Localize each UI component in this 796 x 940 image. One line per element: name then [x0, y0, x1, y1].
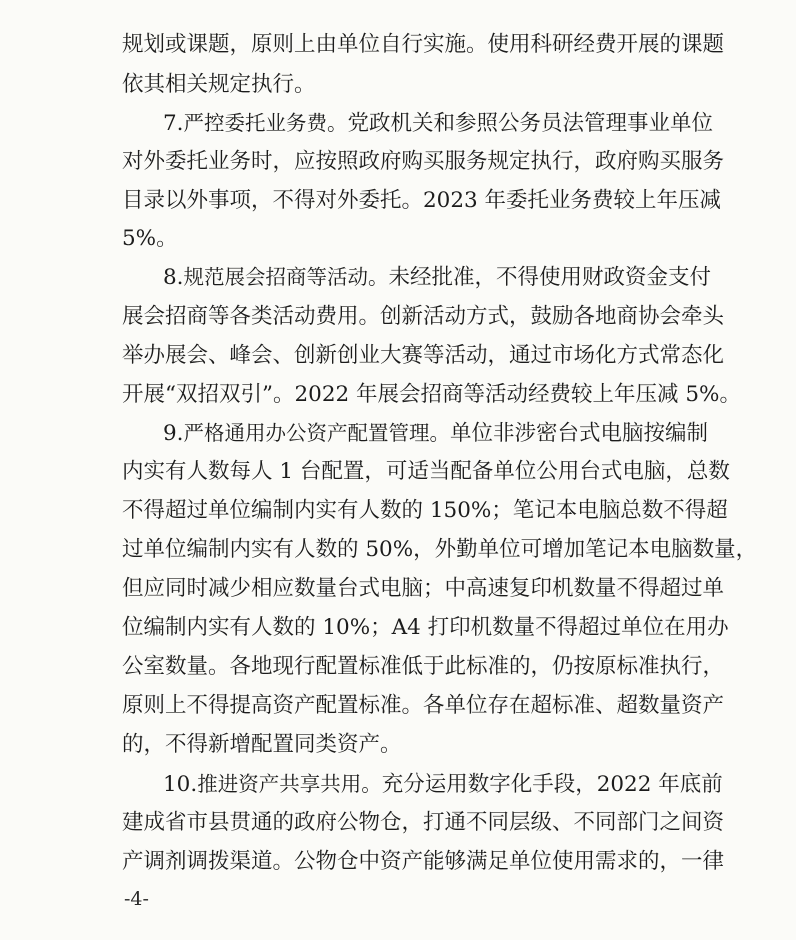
paragraph-10-first-line — [0, 764, 796, 804]
body-line — [0, 219, 796, 259]
paragraph-heading: 严格通用办公资产配置管理。 — [183, 421, 451, 445]
paragraph-8-first-line — [0, 257, 796, 297]
item-number: 7. — [163, 111, 184, 136]
line-text: 对外委托业务时，应按照政府购买服务规定执行，政府购买服务 — [122, 149, 725, 174]
item-number: 8. — [163, 265, 184, 290]
body-line — [0, 65, 796, 105]
body-line — [0, 530, 796, 570]
body-line — [0, 803, 796, 843]
body-line — [0, 842, 796, 882]
line-text: 充分运用数字化手段，2022 年底前 — [381, 772, 723, 797]
page-number: -4- — [124, 888, 149, 910]
paragraph-7-first-line — [0, 103, 796, 143]
line-text: 依其相关规定执行。 — [122, 72, 316, 97]
line-text: 内实有人数每人 1 台配置，可适当配备单位公用台式电脑，总数 — [122, 459, 730, 484]
body-line — [0, 336, 796, 376]
body-line — [0, 25, 796, 65]
line-text: 目录以外事项，不得对外委托。2023 年委托业务费较上年压减 — [122, 188, 722, 213]
item-number: 10. — [163, 772, 198, 797]
item-number: 9. — [163, 421, 184, 446]
line-text: 但应同时减少相应数量台式电脑；中高速复印机数量不得超过单 — [122, 576, 725, 601]
line-text: 不得超过单位编制内实有人数的 150%；笔记本电脑总数不得超 — [122, 498, 728, 523]
paragraph-heading: 严控委托业务费。 — [183, 111, 348, 135]
body-line — [0, 686, 796, 726]
line-text: 规划或课题，原则上由单位自行实施。使用科研经费开展的课题 — [122, 32, 725, 57]
line-text: 建成省市县贯通的政府公物仓，打通不同层级、不同部门之间资 — [122, 810, 725, 835]
line-text: 原则上不得提高资产配置标准。各单位存在超标准、超数量资产 — [122, 693, 725, 718]
paragraph-heading: 推进资产共享共用。 — [197, 772, 382, 796]
line-text: 位编制内实有人数的 10%；A4 打印机数量不得超过单位在用办 — [122, 615, 729, 640]
body-line — [0, 647, 796, 687]
body-line — [0, 569, 796, 609]
line-text: 举办展会、峰会、创新创业大赛等活动，通过市场化方式常态化 — [122, 343, 725, 368]
line-text: 过单位编制内实有人数的 50%，外勤单位可增加笔记本电脑数量， — [122, 537, 758, 562]
body-line — [0, 725, 796, 765]
line-text: 党政机关和参照公务员法管理事业单位 — [347, 111, 714, 136]
body-line — [0, 181, 796, 221]
body-line — [0, 608, 796, 648]
line-text: 公室数量。各地现行配置标准低于此标准的，仍按原标准执行， — [122, 654, 725, 679]
body-line — [0, 452, 796, 492]
paragraph-9-first-line — [0, 413, 796, 453]
line-text: 产调剂调拨渠道。公物仓中资产能够满足单位使用需求的，一律 — [122, 849, 725, 874]
line-text: 开展“双招双引”。2022 年展会招商等活动经费较上年压减 5%。 — [122, 382, 741, 407]
line-text: 的，不得新增配置同类资产。 — [122, 732, 402, 757]
body-line — [0, 297, 796, 337]
line-text: 单位非涉密台式电脑按编制 — [450, 421, 709, 446]
paragraph-heading: 规范展会招商等活动。 — [183, 265, 389, 289]
line-text: 5%。 — [122, 226, 178, 251]
body-line — [0, 491, 796, 531]
line-text: 展会招商等各类活动费用。创新活动方式，鼓励各地商协会牵头 — [122, 304, 725, 329]
line-text: 未经批准，不得使用财政资金支付 — [388, 265, 712, 290]
body-line — [0, 142, 796, 182]
body-line — [0, 375, 796, 415]
